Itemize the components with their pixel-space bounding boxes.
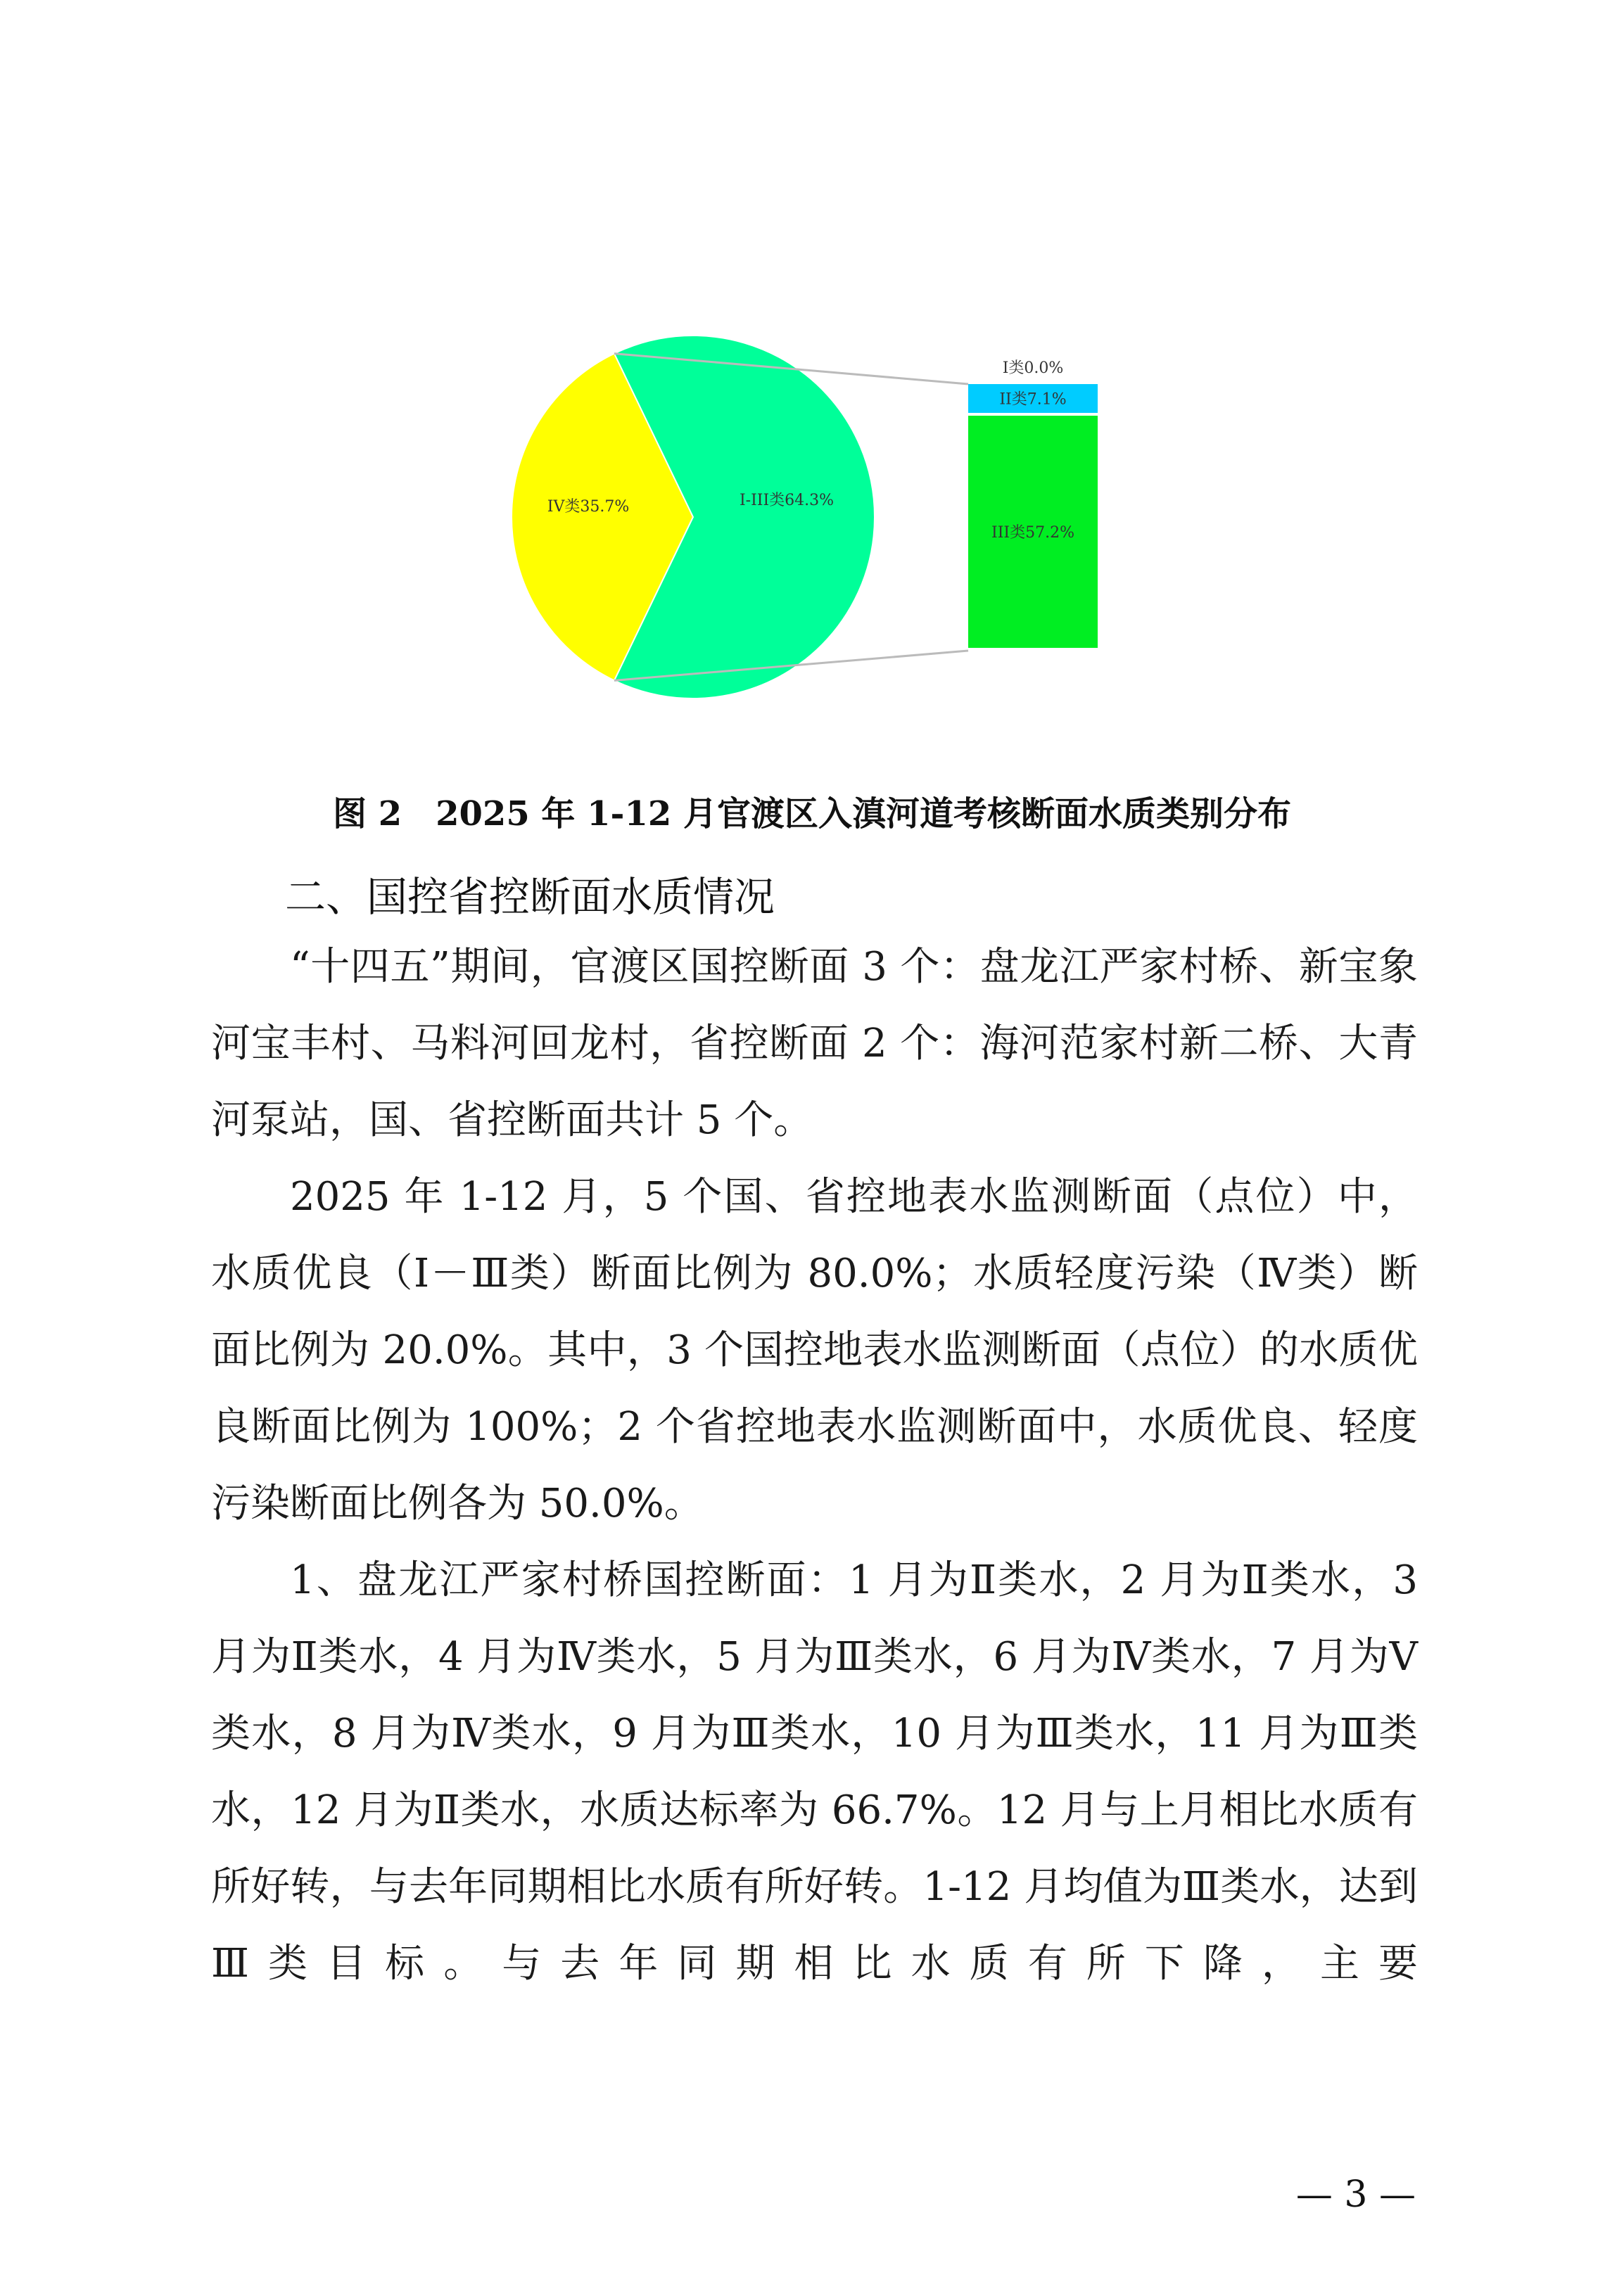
pie-group — [512, 336, 875, 699]
bar-group — [968, 384, 1098, 648]
pie-label-i-iii: I-III类64.3% — [739, 492, 835, 509]
figure-caption: 图 2 2025 年 1-12 月官渡区入滇河道考核断面水质类别分布 — [333, 794, 1291, 834]
page-number: — 3 — — [1295, 2174, 1416, 2216]
paragraph-3: 1、盘龙江严家村桥国控断面：1 月为Ⅱ类水，2 月为Ⅱ类水，3 月为Ⅱ类水，4 月为Ⅳ类水，5 月为Ⅲ类水，6 月为Ⅳ类水，7 月为Ⅴ类水，8 月为Ⅳ类水，9 月为Ⅲ类水，10 月为Ⅲ类水，11 月为Ⅲ类水，12 月为Ⅱ类水，水质达标率为 66.7%。12 月与上月相比水质有所好转，与去年同期相比水质有所好转。1-12 月均值为Ⅲ类水，达到Ⅲ类目标。与去年同期相比水质有所下降，主要 — [211, 1557, 1418, 1986]
bar-label-ii: II类7.1% — [999, 390, 1067, 409]
pie-label-iv: IV类35.7% — [547, 498, 630, 516]
bar-label-iii: III类57.2% — [991, 523, 1074, 542]
paragraph-1: “十四五”期间，官渡区国控断面 3 个：盘龙江严家村桥、新宝象河宝丰村、马料河回龙村，省控断面 2 个：海河范家村新二桥、大青河泵站，国、省控断面共计 5 个。 — [211, 944, 1418, 1143]
section-heading: 二、国控省控断面水质情况 — [285, 873, 775, 921]
paragraph-2: 2025 年 1-12 月，5 个国、省控地表水监测断面（点位）中，水质优良（Ⅰ－Ⅲ类）断面比例为 80.0%；水质轻度污染（Ⅳ类）断面比例为 20.0%。其中，3 个国控地表水监测断面（点位）的水质优良断面比例为 100%；2 个省控地表水监测断面中，水质优良、轻度污染断面比例各为 50.0%。 — [211, 1174, 1418, 1526]
bar-label-i: I类0.0% — [1002, 359, 1064, 377]
pie-of-bar-chart — [0, 0, 1624, 746]
